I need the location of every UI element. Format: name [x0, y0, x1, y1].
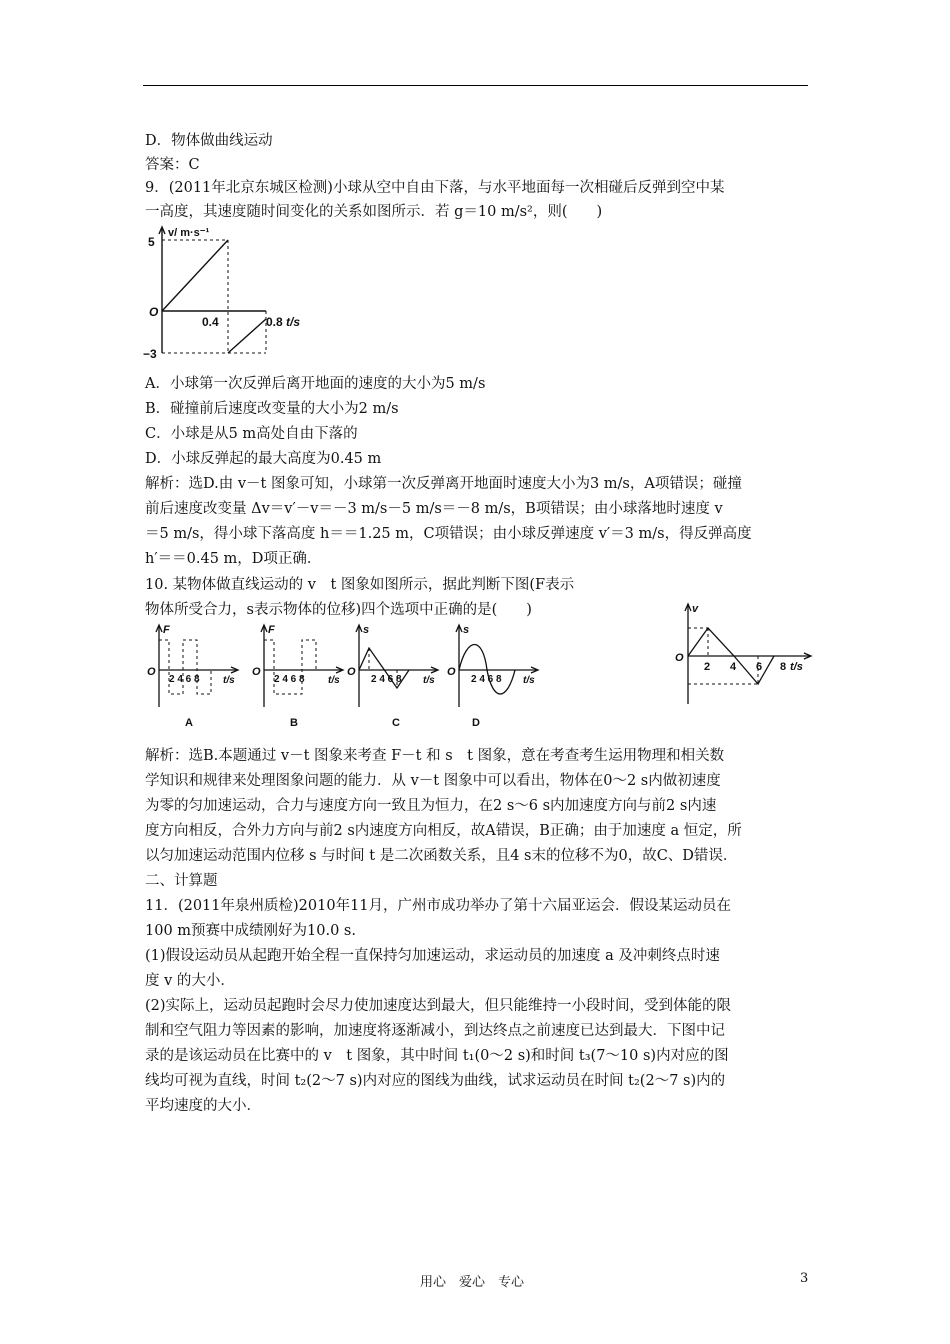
- q10-option-a-graph: [145, 622, 250, 734]
- q9-y-tick-minus3: −3: [143, 347, 157, 361]
- footer-motto: 用心 爱心 专心: [420, 1275, 525, 1290]
- q11-part2-line-2: 制和空气阻力等因素的影响，加速度将逐渐减小，到达终点之前速度已达到最大．下图中记: [145, 1023, 725, 1039]
- q10-c-x-ticks: 2 4 6 8: [371, 674, 402, 685]
- question-10-line-2: 物体所受合力，s表示物体的位移)四个选项中正确的是( ): [145, 602, 532, 618]
- q10-a-origin: O: [147, 666, 156, 678]
- q10-c-y-label: s: [363, 624, 370, 636]
- q10-b-x-ticks: 2 4 6 8: [274, 674, 305, 685]
- option-d-q8: D．物体做曲线运动: [145, 133, 273, 149]
- q9-option-a: A．小球第一次反弹后离开地面的速度的大小为5 m/s: [145, 376, 486, 392]
- q10-c-caption: C: [392, 717, 400, 729]
- header-rule: [143, 85, 808, 86]
- q9-solution-line-3: ＝5 m/s，得小球下落高度 h＝＝1.25 m，C项错误；由小球反弹速度 v′＝3 m/s，得反弹高度: [145, 526, 752, 542]
- q10-d-caption: D: [472, 717, 480, 729]
- q11-part1-line-1: (1)假设运动员从起跑开始全程一直保持匀加速运动，求运动员的加速度 a 及冲刺终点时速: [145, 948, 720, 964]
- q10-vt-x-tick-6: 6: [756, 661, 763, 673]
- question-9-line-2: 一高度，其速度随时间变化的关系如图所示．若 g＝10 m/s²，则( ): [145, 204, 603, 220]
- q9-y-tick-5: 5: [148, 235, 155, 249]
- q9-vt-graph: [140, 225, 320, 360]
- q9-origin-label: O: [149, 305, 159, 319]
- q9-solution-line-4: h′＝＝0.45 m，D项正确．: [145, 551, 322, 567]
- question-10-line-1: 10. 某物体做直线运动的 v t 图象如图所示，据此判断下图(F表示: [145, 577, 575, 593]
- q10-a-x-unit: t/s: [223, 675, 235, 686]
- q10-option-d-graph: [445, 622, 550, 734]
- q10-b-y-label: F: [268, 624, 275, 636]
- q10-b-origin: O: [252, 666, 261, 678]
- q10-vt-x-tick-2: 2: [704, 661, 711, 673]
- q10-b-x-unit: t/s: [328, 675, 340, 686]
- q10-option-b-graph: [250, 622, 355, 734]
- q10-c-x-unit: t/s: [423, 675, 435, 686]
- question-9-line-1: 9．(2011年北京东城区检测)小球从空中自由下落，与水平地面每一次相碰后反弹到空中某: [145, 180, 725, 196]
- q9-y-axis-label: v/ m·s⁻¹: [168, 227, 210, 239]
- q9-option-c: C．小球是从5 m高处自由下落的: [145, 426, 358, 442]
- q10-solution-line-5: 以匀加速运动范围内位移 s 与时间 t 是二次函数关系，且4 s末的位移不为0，故C、D错误．: [145, 848, 738, 864]
- q11-part1-line-2: 度 v 的大小．: [145, 973, 235, 989]
- q9-option-b: B．碰撞前后速度改变量的大小为2 m/s: [145, 401, 399, 417]
- q10-vt-y-label: v: [692, 603, 699, 615]
- q9-x-tick-0.4: 0.4: [202, 315, 219, 329]
- q10-option-c-graph: [345, 622, 450, 734]
- q9-option-d: D．小球反弹起的最大高度为0.45 m: [145, 451, 382, 467]
- q11-part2-line-5: 平均速度的大小．: [145, 1098, 261, 1114]
- q11-part2-line-1: (2)实际上，运动员起跑时会尽力使加速度达到最大，但只能维持一小段时间，受到体能的限: [145, 998, 732, 1014]
- q10-vt-graph: [670, 600, 820, 710]
- question-11-line-2: 100 m预赛中成绩刚好为10.0 s.: [145, 923, 356, 939]
- q10-d-y-label: s: [463, 624, 470, 636]
- q10-a-y-label: F: [163, 624, 170, 636]
- q10-vt-x-unit: t/s: [790, 661, 803, 673]
- q10-vt-origin: O: [675, 652, 684, 664]
- question-11-line-1: 11．(2011年泉州质检)2010年11月，广州市成功举办了第十六届亚运会．假设某运动员在: [145, 898, 732, 914]
- q10-vt-x-tick-4: 4: [730, 661, 737, 673]
- q10-d-x-ticks: 2 4 6 8: [471, 674, 502, 685]
- q10-a-x-ticks: 2 4 6 8: [169, 674, 200, 685]
- section-heading-calculation: 二、计算题: [145, 873, 218, 889]
- q9-solution-line-2: 前后速度改变量 Δv＝v′－v＝－3 m/s－5 m/s＝－8 m/s，B项错误；由小球落地时速度 v: [145, 501, 723, 517]
- q10-solution-line-4: 度方向相反，合外力方向与前2 s内速度方向相反，故A错误，B正确；由于加速度 a 恒定，所: [145, 823, 742, 839]
- q10-c-origin: O: [347, 666, 356, 678]
- answer-q8: 答案：C: [145, 157, 200, 173]
- q10-solution-line-2: 学知识和规律来处理图象问题的能力．从 v－t 图象中可以看出，物体在0～2 s内做初速度: [145, 773, 721, 789]
- q9-x-tick-0.8: 0.8: [266, 315, 283, 329]
- q10-solution-line-3: 为零的匀加速运动，合力与速度方向一致且为恒力，在2 s～6 s内加速度方向与前2 s内速: [145, 798, 717, 814]
- page-number: 3: [800, 1271, 809, 1286]
- q10-d-x-unit: t/s: [523, 675, 535, 686]
- q10-d-origin: O: [447, 666, 456, 678]
- q9-solution-line-1: 解析：选D.由 v－t 图象可知，小球第一次反弹离开地面时速度大小为3 m/s，A项错误；碰撞: [145, 476, 742, 492]
- q11-part2-line-4: 线均可视为直线，时间 t₂(2～7 s)内对应的图线为曲线，试求运动员在时间 t₂(2～7 s)内的: [145, 1073, 726, 1089]
- q10-vt-x-tick-8: 8: [780, 661, 787, 673]
- q10-b-caption: B: [290, 717, 298, 729]
- q9-x-axis-label: t/s: [286, 315, 301, 329]
- q10-a-caption: A: [185, 717, 193, 729]
- q10-solution-line-1: 解析：选B.本题通过 v－t 图象来考查 F－t 和 s t 图象，意在考查考生运用物理和相关数: [145, 748, 725, 764]
- q11-part2-line-3: 录的是该运动员在比赛中的 v t 图象，其中时间 t₁(0～2 s)和时间 t₃(7～10 s)内对应的图: [145, 1048, 729, 1064]
